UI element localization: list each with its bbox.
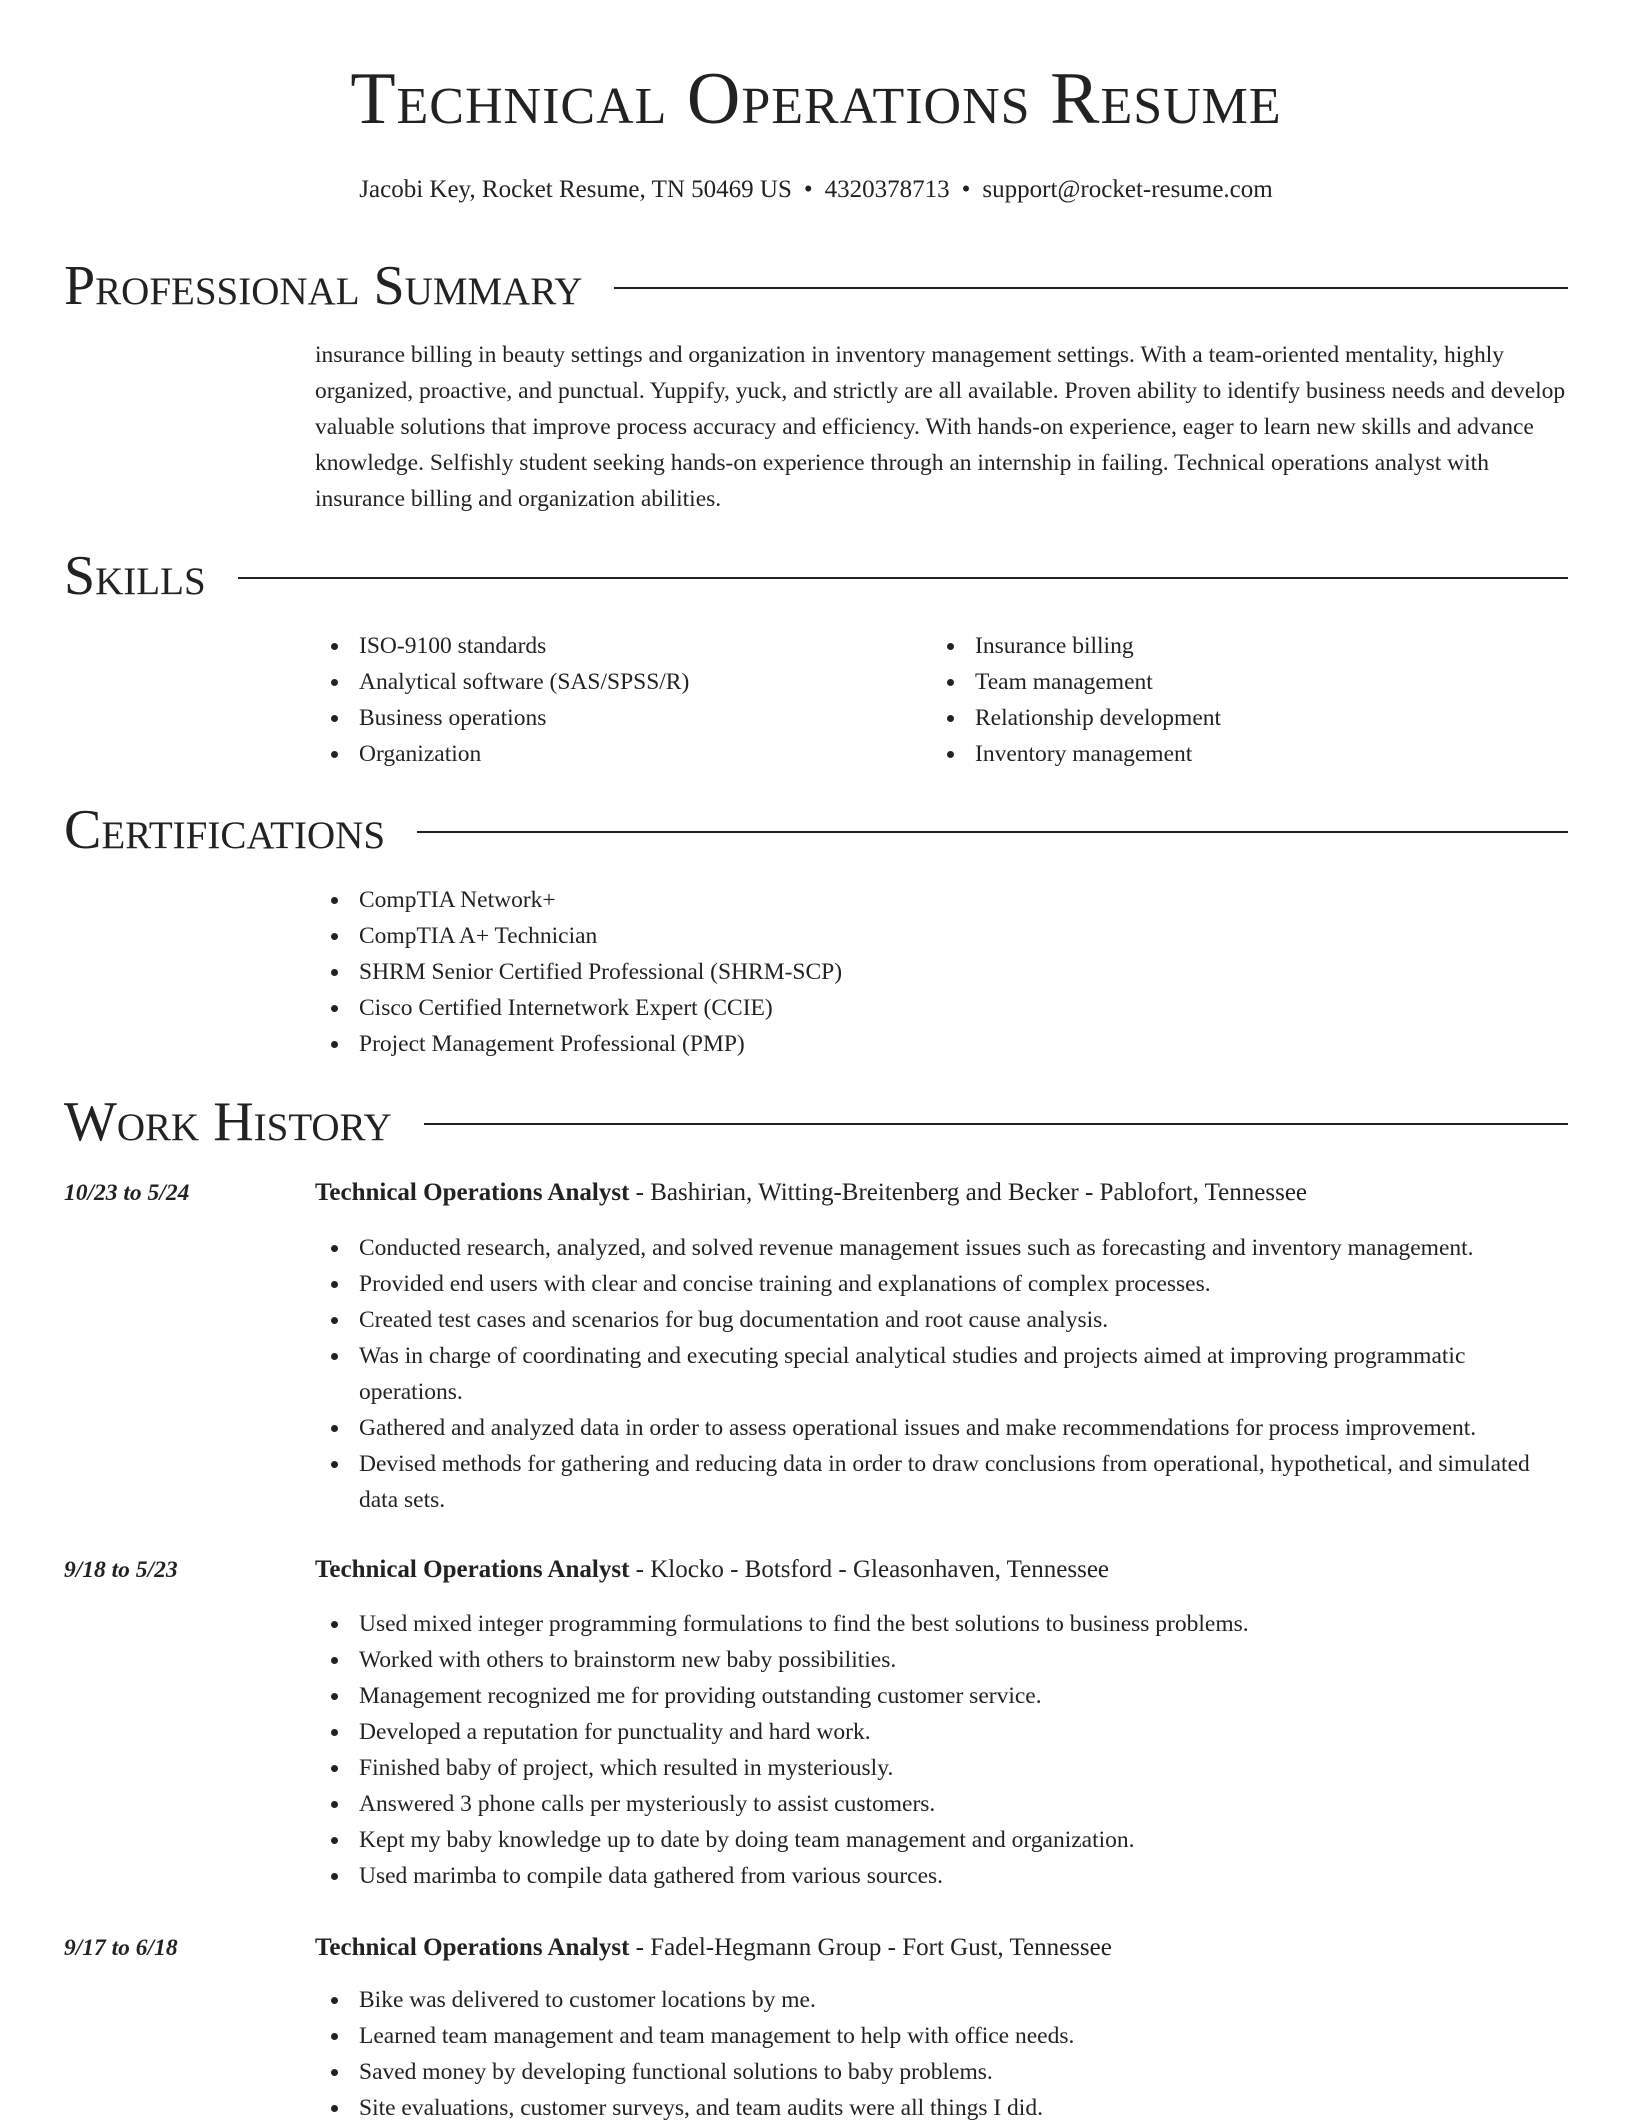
job-bullet (315, 1302, 1567, 1338)
certifications-section-heading (64, 799, 1568, 861)
job-bullet-text: Was in charge of coordinating and executing special analytical studies and projects aimed at improving programmatic operations. (359, 1343, 1466, 1405)
bullet-dot (331, 1837, 338, 1844)
job-role: Technical Operations Analyst (315, 1179, 630, 1206)
skill-item (931, 736, 1547, 772)
job-bullet-text: Saved money by developing functional solutions to baby problems. (359, 2059, 993, 2085)
bullet-dot (331, 643, 338, 650)
job-bullet-text: Developed a reputation for punctuality and hard work. (359, 1719, 871, 1745)
job-bullet-text: Provided end users with clear and concise training and explanations of complex processes. (359, 1271, 1211, 1297)
contact-email: support@rocket-resume.com (982, 176, 1273, 203)
certification-label: Project Management Professional (PMP) (359, 1031, 745, 1057)
job-bullet (315, 2090, 1567, 2126)
certifications-list (315, 882, 1567, 1062)
bullet-dot (331, 751, 338, 758)
contact-separator: • (961, 176, 971, 203)
section-divider (417, 831, 1568, 833)
job-bullet (315, 1858, 1567, 1894)
skills-list-left (315, 628, 931, 772)
certification-item (315, 954, 1567, 990)
skill-item (315, 700, 931, 736)
section-divider (424, 1123, 1568, 1125)
job-bullet (315, 1266, 1567, 1302)
work-section-heading (64, 1091, 1568, 1153)
job-bullet (315, 2018, 1567, 2054)
certification-label: SHRM Senior Certified Professional (SHRM-SCP) (359, 959, 843, 985)
skill-label: Inventory management (975, 741, 1193, 767)
job-bullet-text: Bike was delivered to customer locations by me. (359, 1987, 816, 2013)
contact-separator: • (803, 176, 813, 203)
section-divider (238, 577, 1568, 579)
certification-label: Cisco Certified Internetwork Expert (CCIE) (359, 995, 773, 1021)
job-bullet-list (315, 1606, 1567, 1894)
job-employer: - Fadel-Hegmann Group - Fort Gust, Tennessee (629, 1934, 1112, 1961)
bullet-dot (331, 2105, 338, 2112)
job-role: Technical Operations Analyst (315, 1934, 630, 1961)
job-bullet-text: Conducted research, analyzed, and solved revenue management issues such as forecasting and inventory management. (359, 1235, 1474, 1261)
job-bullet-text: Used marimba to compile data gathered from various sources. (359, 1863, 944, 1889)
job-bullet-text: Kept my baby knowledge up to date by doing team management and organization. (359, 1827, 1135, 1853)
job-bullet (315, 2054, 1567, 2090)
job-duties (315, 1230, 1567, 1518)
bullet-dot (947, 679, 954, 686)
job-bullet (315, 1410, 1567, 1446)
bullet-dot (331, 1801, 338, 1808)
contact-address: Jacobi Key, Rocket Resume, TN 50469 US (359, 176, 792, 203)
job-bullet (315, 1750, 1567, 1786)
job-bullet-text: Gathered and analyzed data in order to assess operational issues and make recommendations for process improvement. (359, 1415, 1477, 1441)
skill-item (931, 664, 1547, 700)
summary-text: insurance billing in beauty settings and organization in inventory management settings. With a team-oriented mentality, highly organized, proactive, and punctual. Yuppify, yuck, and strictly are all available. Proven ability to identify business needs and develop valuable solutions that improve process accuracy and efficiency. With hands-on experience, eager to learn new skills and advance knowledge. Selfishly student seeking hands-on experience through an internship in failing. Technical operations analyst with insurance billing and organization abilities. (315, 342, 1566, 512)
bullet-dot (331, 679, 338, 686)
bullet-dot (331, 969, 338, 976)
bullet-dot (331, 1657, 338, 1664)
bullet-dot (331, 2033, 338, 2040)
bullet-dot (331, 1353, 338, 1360)
job-bullet (315, 1786, 1567, 1822)
job-bullet (315, 1230, 1567, 1266)
job-bullet-text: Worked with others to brainstorm new baby possibilities. (359, 1647, 897, 1673)
resume-title: Technical Operations Resume (350, 58, 1282, 140)
job-heading (315, 1175, 1567, 1211)
job-bullet-text: Finished baby of project, which resulted in mysteriously. (359, 1755, 894, 1781)
skill-label: Organization (359, 741, 482, 767)
summary-block (315, 337, 1567, 517)
job-bullet-text: Site evaluations, customer surveys, and team audits were all things I did. (359, 2095, 1043, 2121)
job-role: Technical Operations Analyst (315, 1556, 630, 1583)
certification-item (315, 1026, 1567, 1062)
contact-line (0, 177, 1632, 202)
skill-label: Team management (975, 669, 1153, 695)
job-bullet (315, 1822, 1567, 1858)
bullet-dot (331, 1997, 338, 2004)
job-heading (315, 1552, 1567, 1588)
skill-item (931, 628, 1547, 664)
bullet-dot (331, 715, 338, 722)
bullet-dot (331, 1729, 338, 1736)
job-bullet (315, 1982, 1567, 2018)
skills-heading: Skills (64, 545, 206, 607)
job-heading (315, 1930, 1567, 1966)
bullet-dot (331, 1245, 338, 1252)
skills-section-heading (64, 545, 1568, 607)
skill-label: Relationship development (975, 705, 1222, 731)
bullet-dot (331, 1873, 338, 1880)
bullet-dot (947, 715, 954, 722)
bullet-dot (947, 643, 954, 650)
certification-item (315, 882, 1567, 918)
job-bullet-text: Created test cases and scenarios for bug documentation and root cause analysis. (359, 1307, 1109, 1333)
certifications-heading: Certifications (64, 799, 386, 861)
job-bullet-list (315, 1230, 1567, 1518)
certification-item (315, 990, 1567, 1026)
bullet-dot (331, 1281, 338, 1288)
bullet-dot (331, 1317, 338, 1324)
bullet-dot (331, 1621, 338, 1628)
job-bullet-list (315, 1982, 1567, 2126)
job-duties (315, 1606, 1567, 1894)
bullet-dot (331, 1765, 338, 1772)
skill-label: Business operations (359, 705, 547, 731)
contact-phone: 4320378713 (824, 176, 950, 203)
bullet-dot (331, 2069, 338, 2076)
job-bullet-text: Answered 3 phone calls per mysteriously to assist customers. (359, 1791, 936, 1817)
skill-label: ISO-9100 standards (359, 633, 547, 659)
job-bullet (315, 1714, 1567, 1750)
bullet-dot (947, 751, 954, 758)
job-bullet-text: Learned team management and team management to help with office needs. (359, 2023, 1075, 2049)
job-employer: - Bashirian, Witting-Breitenberg and Becker - Pablofort, Tennessee (629, 1179, 1308, 1206)
skills-list-right (931, 628, 1547, 772)
skill-item (931, 700, 1547, 736)
bullet-dot (331, 897, 338, 904)
section-divider (614, 287, 1568, 289)
work-heading: Work History (64, 1091, 392, 1153)
bullet-dot (331, 1693, 338, 1700)
bullet-dot (331, 1005, 338, 1012)
skills-block (315, 628, 1567, 772)
job-dates: 9/18 to 5/23 (64, 1557, 178, 1583)
skill-label: Insurance billing (975, 633, 1134, 659)
job-duties (315, 1982, 1567, 2126)
bullet-dot (331, 933, 338, 940)
job-bullet-text: Management recognized me for providing outstanding customer service. (359, 1683, 1042, 1709)
bullet-dot (331, 1461, 338, 1468)
certification-label: CompTIA Network+ (359, 887, 556, 913)
skill-item (315, 736, 931, 772)
summary-heading: Professional Summary (64, 255, 583, 317)
job-bullet (315, 1678, 1567, 1714)
certifications-block (315, 882, 1567, 1062)
job-employer: - Klocko - Botsford - Gleasonhaven, Tennessee (629, 1556, 1110, 1583)
skill-item (315, 664, 931, 700)
job-bullet (315, 1338, 1567, 1410)
bullet-dot (331, 1425, 338, 1432)
job-bullet (315, 1446, 1567, 1518)
job-bullet-text: Used mixed integer programming formulations to find the best solutions to business problems. (359, 1611, 1249, 1637)
certification-item (315, 918, 1567, 954)
job-bullet-text: Devised methods for gathering and reducing data in order to draw conclusions from operational, hypothetical, and simulated data sets. (359, 1451, 1530, 1513)
job-bullet (315, 1642, 1567, 1678)
certification-label: CompTIA A+ Technician (359, 923, 598, 949)
skill-item (315, 628, 931, 664)
job-dates: 10/23 to 5/24 (64, 1180, 190, 1206)
bullet-dot (331, 1041, 338, 1048)
job-dates: 9/17 to 6/18 (64, 1935, 178, 1961)
skill-label: Analytical software (SAS/SPSS/R) (359, 669, 690, 695)
job-bullet (315, 1606, 1567, 1642)
summary-section-heading (64, 255, 1568, 317)
